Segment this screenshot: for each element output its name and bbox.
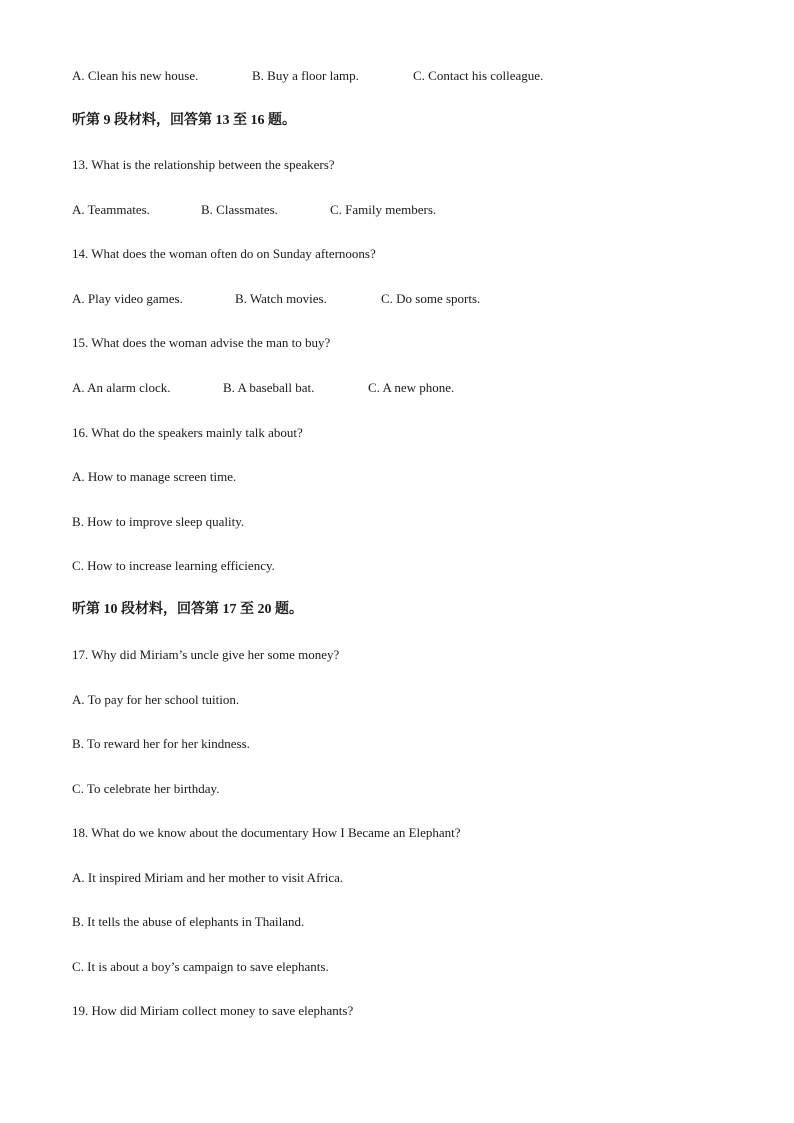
- option-b: B. Watch movies.: [235, 291, 327, 306]
- option-a: A. Play video games.: [72, 291, 183, 306]
- options-row: [72, 201, 436, 219]
- option-a: A. Teammates.: [72, 202, 150, 217]
- section-heading: 听第 10 段材料，回答第 17 至 20 题。: [72, 602, 303, 617]
- option-a: A. To pay for her school tuition.: [72, 692, 240, 707]
- question-15: 15. What does the woman advise the man to buy?: [72, 335, 331, 350]
- option-c: C. Do some sports.: [381, 291, 481, 306]
- option-c: C. A new phone.: [368, 380, 455, 395]
- option-b: B. A baseball bat.: [223, 380, 315, 395]
- option-a: A. How to manage screen time.: [72, 469, 237, 484]
- question-17: 17. Why did Miriam’s uncle give her some money?: [72, 647, 340, 662]
- option-c: C. To celebrate her birthday.: [72, 781, 220, 796]
- section-heading: 听第 9 段材料，回答第 13 至 16 题。: [72, 113, 296, 128]
- question-19: 19. How did Miriam collect money to save elephants?: [72, 1003, 354, 1018]
- option-b: B. How to improve sleep quality.: [72, 514, 245, 529]
- option-b: B. It tells the abuse of elephants in Thailand.: [72, 914, 305, 929]
- options-row: [72, 379, 454, 397]
- question-16: 16. What do the speakers mainly talk about?: [72, 425, 303, 440]
- question-18: 18. What do we know about the documentary How I Became an Elephant?: [72, 825, 461, 840]
- question-14: 14. What does the woman often do on Sunday afternoons?: [72, 246, 376, 261]
- option-b: B. Buy a floor lamp.: [252, 68, 359, 83]
- option-b: B. To reward her for her kindness.: [72, 736, 250, 751]
- options-row: [72, 67, 543, 85]
- option-a: A. It inspired Miriam and her mother to visit Africa.: [72, 870, 344, 885]
- option-c: C. Family members.: [330, 202, 437, 217]
- option-c: C. It is about a boy’s campaign to save elephants.: [72, 959, 329, 974]
- option-c: C. Contact his colleague.: [413, 68, 544, 83]
- option-b: B. Classmates.: [201, 202, 278, 217]
- question-13: 13. What is the relationship between the speakers?: [72, 157, 335, 172]
- option-a: A. An alarm clock.: [72, 380, 171, 395]
- option-a: A. Clean his new house.: [72, 68, 199, 83]
- option-c: C. How to increase learning efficiency.: [72, 558, 275, 573]
- options-row: [72, 290, 480, 308]
